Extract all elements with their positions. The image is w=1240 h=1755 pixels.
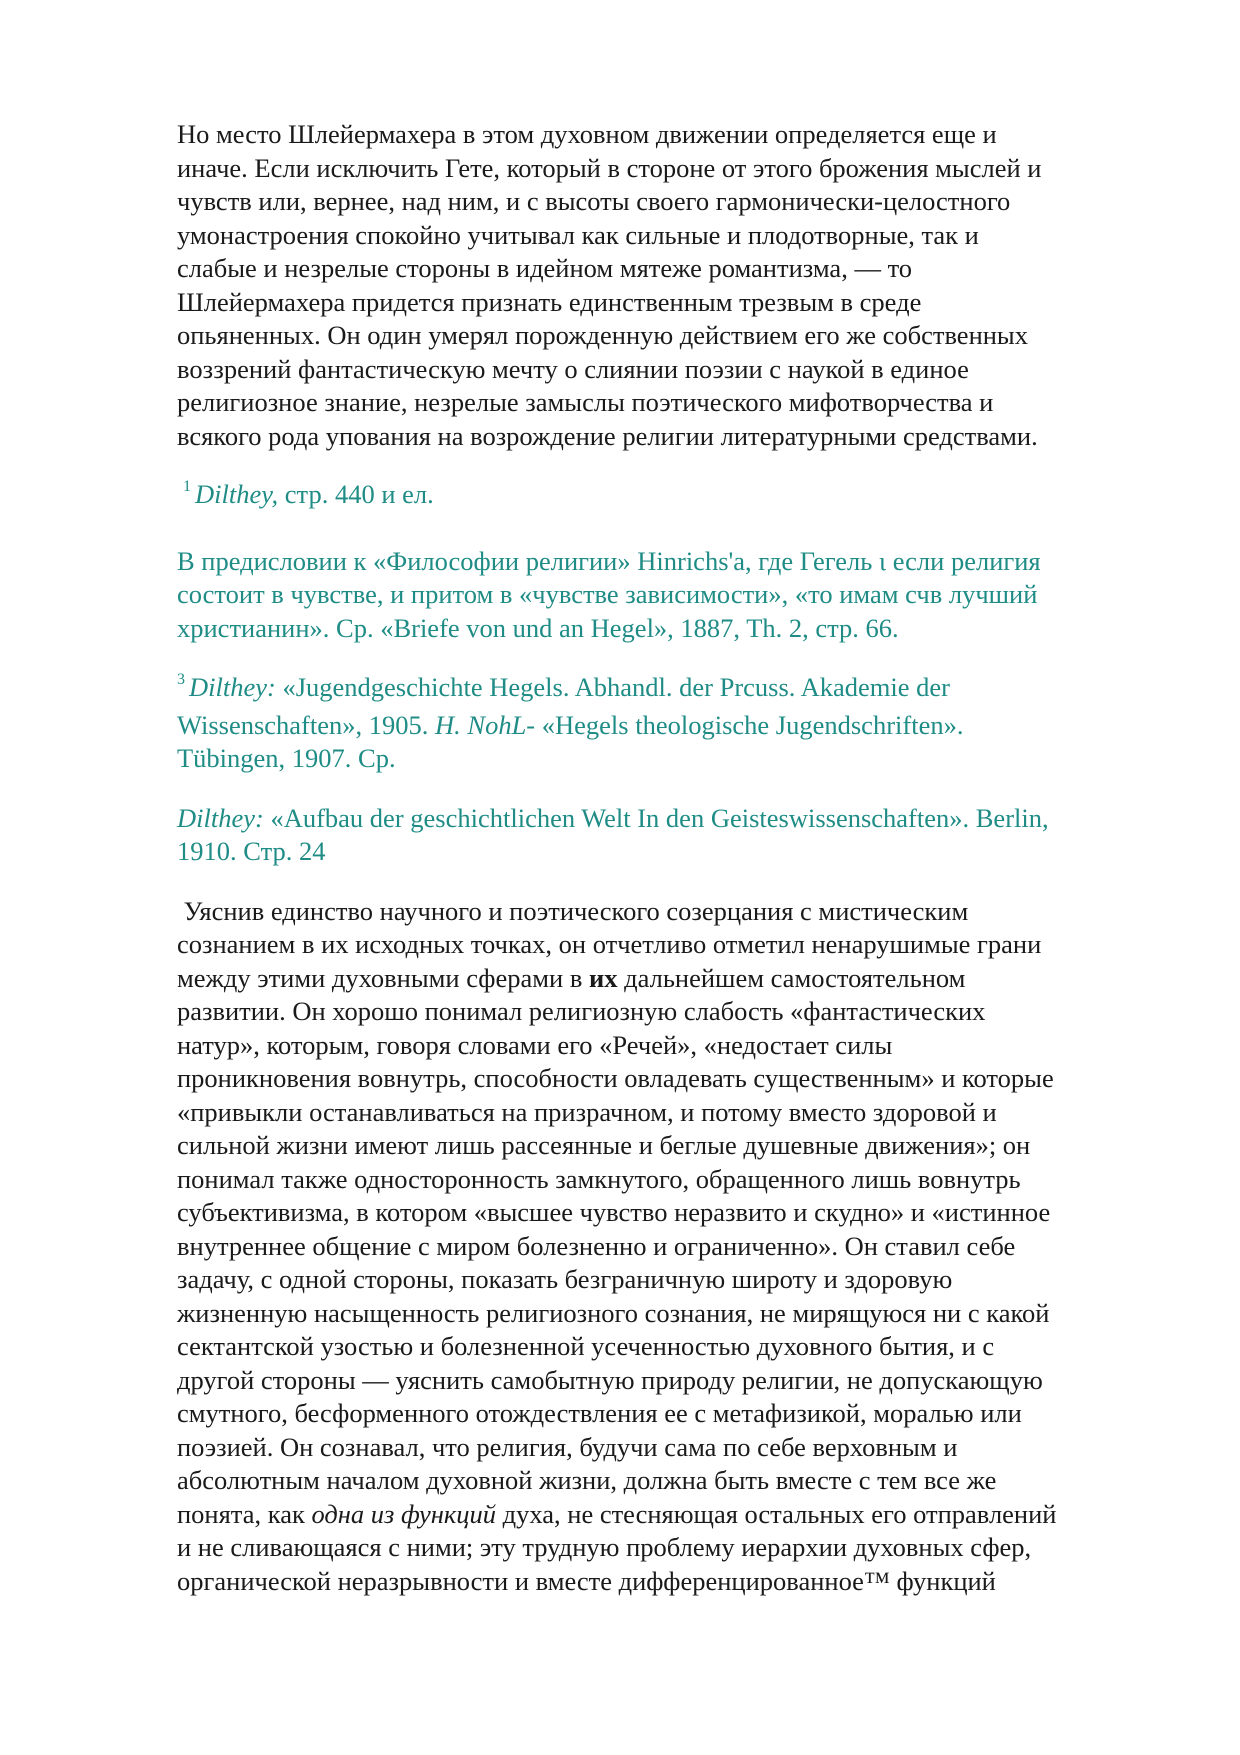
text-line: внутреннее общение с миром болезненно и ограниченно». Он ставил себе (177, 1230, 1016, 1261)
text-line: слабые и незрелые стороны в идейном мятеже романтизма, — то (177, 253, 913, 283)
text-line: и не сливающаяся с ними; эту трудную проблему иерархии духовных сфер, (177, 1532, 1032, 1562)
text-line: сектантской узостью и болезненной усеченностью духовного бытия, и с (177, 1331, 995, 1361)
text-line: опьяненных. Он один умерял порожденную действием его же собственных (177, 320, 1028, 350)
footnote-author: Dilthey, (195, 479, 279, 509)
footnote-4 (177, 802, 1177, 869)
paragraph-2 (177, 895, 1177, 1599)
text-fragment: между этими духовными сферами в (177, 962, 589, 993)
footnote-text: стр. 440 и ел. (278, 479, 434, 509)
text-line: органической неразрывности и вместе дифференцированное™ функций (177, 1565, 996, 1596)
footnote-text: 1910. Стр. 24 (177, 836, 326, 866)
text-line: религиозное знание, незрелые замыслы поэтического мифотворчества и (177, 387, 994, 417)
footnote-2 (177, 545, 1177, 646)
text-line: абсолютным началом духовной жизни, должна быть вместе с тем все же (177, 1465, 997, 1495)
text-line: всякого рода упования на возрождение религии литературными средствами. (177, 420, 1038, 451)
footnote-text: «Jugendgeschichte Hegels. Abhandl. der Prcuss. Akademie der (275, 672, 950, 702)
text-line: жизненную насыщенность религиозного сознания, не мирящуюся ни с какой (177, 1297, 1050, 1328)
text-fragment: духа, не стесняющая остальных его отправлений (496, 1498, 1057, 1529)
document-page (177, 118, 1177, 1598)
footnote-text: «Hegels theologische Jugendschriften». (535, 709, 964, 740)
text-line: другой стороны — уяснить самобытную природу религии, не допускающую (177, 1364, 1043, 1395)
text-line: понимал также односторонность замкнутого, обращенного лишь вовнутрь (177, 1163, 1021, 1194)
text-line: субъективизма, в котором «высшее чувство неразвито и скудно» и «истинное (177, 1197, 1051, 1227)
text-line: натур», которым, говоря словами его «Речей», «недостает силы (177, 1029, 893, 1060)
footnote-line: В предисловии к «Философии религии» Hinrichs'a, где Гегель ι если религия (177, 545, 1041, 576)
text-line: иначе. Если исключить Гете, который в стороне от этого брожения мыслей и (177, 152, 1042, 183)
text-line: чувств или, вернее, над ним, и с высоты своего гармонически-целостного (177, 186, 1011, 216)
footnote-author: Dilthey: (189, 672, 276, 702)
text-italic: одна из функций (311, 1498, 496, 1529)
text-bold: их (588, 962, 618, 993)
footnote-text: «Aufbau der geschichtlichen Welt In den Geisteswissenschaften». Berlin, (263, 802, 1049, 833)
footnote-number: 1 (183, 478, 191, 495)
text-line: умонастроения спокойно учитывал как сильные и плодотворные, так и (177, 219, 979, 250)
text-line: смутного, бесформенного отождествления ее с метафизикой, моралью или (177, 1398, 1022, 1428)
footnote-line: христианин». Ср. «Briefe von und an Hegel», 1887, Th. 2, стр. 66. (177, 612, 899, 643)
text-line (177, 1499, 1056, 1529)
footnote-1 (177, 478, 1177, 516)
text-line: Шлейермахера придется признать единственным трезвым в среде (177, 286, 922, 317)
text-line: задачу, с одной стороны, показать безграничную широту и здоровую (177, 1264, 953, 1294)
text-line: сильной жизни имеют лишь рассеянные и беглые душевные движения»; он (177, 1130, 1031, 1160)
text-line: Но место Шлейермахера в этом духовном движении определяется еще и (177, 119, 997, 149)
footnote-text: Tübingen, 1907. Ср. (177, 743, 396, 773)
text-line: проникновения вовнутрь, способности овладевать существенным» и которые (177, 1063, 1054, 1093)
text-line: «привыкли останавливаться на призрачном, и потому вместо здоровой и (177, 1096, 997, 1127)
text-fragment: понята, как (177, 1498, 312, 1529)
text-line: воззрений фантастическую мечту о слиянии поэзии с наукой в единое (177, 353, 969, 384)
footnote-author: H. NohL- (435, 709, 536, 740)
text-line: поэзией. Он сознавал, что религия, будучи сама по себе верховным и (177, 1431, 958, 1462)
footnote-line: состоит в чувстве, и притом в «чувстве зависимости», «то имам счв лучший (177, 579, 1038, 609)
paragraph-1 (177, 118, 1177, 453)
footnote-text: Wissenschaften», 1905. (177, 709, 435, 740)
footnote-author: Dilthey: (177, 802, 264, 833)
footnote-number: 3 (177, 671, 185, 688)
text-line (177, 963, 965, 993)
text-line: сознанием в их исходных точках, он отчетливо отметил ненарушимые грани (177, 929, 1042, 959)
footnote-3 (177, 671, 1177, 776)
text-fragment: дальнейшем самостоятельном (617, 962, 966, 993)
text-line: развитии. Он хорошо понимал религиозную слабость «фантастических (177, 996, 986, 1026)
text-line: Уяснив единство научного и поэтического созерцания с мистическим (177, 895, 969, 926)
